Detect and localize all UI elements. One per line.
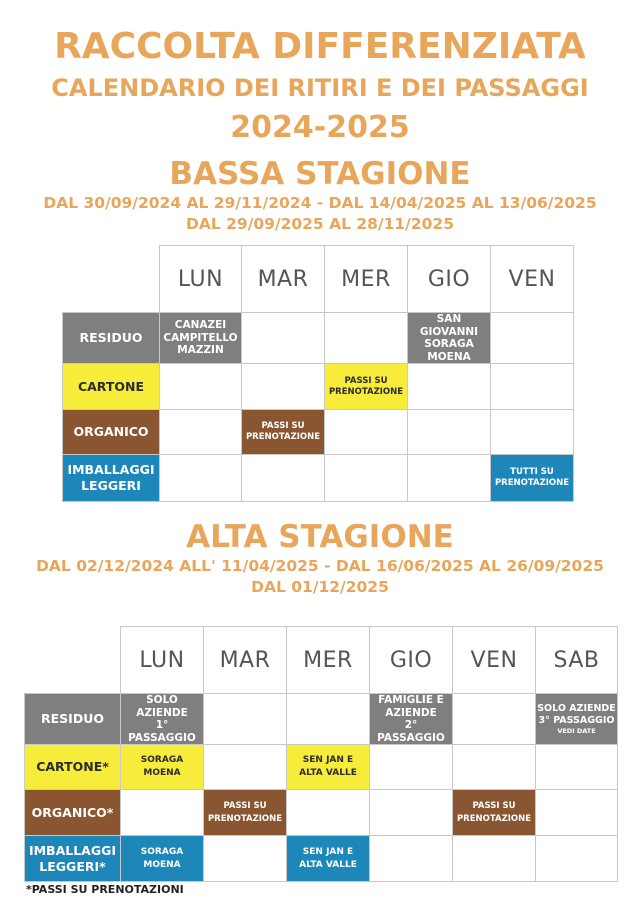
schedule-cell <box>287 790 370 836</box>
schedule-cell <box>325 313 408 364</box>
schedule-cell <box>242 455 325 502</box>
schedule-cell <box>491 410 574 455</box>
day-header: MAR <box>242 246 325 313</box>
schedule-cell <box>370 790 453 836</box>
day-header: LUN <box>121 627 204 694</box>
bassa-dates-line2: DAL 29/09/2025 AL 28/11/2025 <box>185 215 454 233</box>
row-label-organico: ORGANICO* <box>25 790 121 836</box>
schedule-cell <box>408 364 491 410</box>
schedule-cell: SORAGA MOENA <box>121 836 204 882</box>
schedule-cell: PASSI SU PRENOTAZIONE <box>242 410 325 455</box>
day-header: GIO <box>370 627 453 694</box>
subtitle: CALENDARIO DEI RITIRI E DEI PASSAGGI <box>51 74 589 102</box>
row-label-cartone: CARTONE <box>63 364 160 410</box>
row-label-cartone: CARTONE* <box>25 745 121 790</box>
schedule-cell: SOLO AZIENDE 1° PASSAGGIO <box>121 694 204 745</box>
schedule-cell <box>160 364 242 410</box>
schedule-cell <box>408 455 491 502</box>
bassa-dates-line1: DAL 30/09/2024 AL 29/11/2024 - DAL 14/04/2025 AL 13/06/2025 <box>43 194 597 212</box>
organico-row <box>25 790 618 836</box>
corner-cell <box>25 627 121 694</box>
row-label-residuo: RESIDUO <box>63 313 160 364</box>
day-header: VEN <box>491 246 574 313</box>
schedule-cell: PASSI SU PRENOTAZIONE <box>325 364 408 410</box>
bassa-calendar-table <box>62 245 574 502</box>
schedule-cell <box>242 364 325 410</box>
schedule-cell <box>491 313 574 364</box>
schedule-cell <box>121 790 204 836</box>
schedule-cell: TUTTI SU PRENOTAZIONE <box>491 455 574 502</box>
schedule-cell <box>242 313 325 364</box>
schedule-cell: PASSI SU PRENOTAZIONE <box>453 790 536 836</box>
sab-residuo-note: VEDI DATE <box>557 727 596 735</box>
day-header: LUN <box>160 246 242 313</box>
schedule-cell: SAN GIOVANNI SORAGA MOENA <box>408 313 491 364</box>
day-header-row <box>63 246 574 313</box>
day-header: GIO <box>408 246 491 313</box>
footnote: *PASSI SU PRENOTAZIONI <box>26 883 184 896</box>
schedule-cell <box>536 836 618 882</box>
row-label-residuo: RESIDUO <box>25 694 121 745</box>
schedule-cell: SORAGA MOENA <box>121 745 204 790</box>
day-header: MER <box>287 627 370 694</box>
schedule-cell: CANAZEI CAMPITELLO MAZZIN <box>160 313 242 364</box>
schedule-cell <box>491 364 574 410</box>
schedule-cell <box>536 694 618 745</box>
schedule-cell <box>536 790 618 836</box>
imballaggi-row <box>25 836 618 882</box>
schedule-cell <box>453 836 536 882</box>
day-header-row <box>25 627 618 694</box>
corner-cell <box>63 246 160 313</box>
residuo-row <box>25 694 618 745</box>
schedule-cell <box>204 745 287 790</box>
schedule-cell <box>370 745 453 790</box>
bassa-stagione-title: BASSA STAGIONE <box>169 156 471 192</box>
schedule-cell <box>160 410 242 455</box>
row-label-imballaggi: IMBALLAGGI LEGGERI* <box>25 836 121 882</box>
schedule-cell <box>287 694 370 745</box>
alta-dates-line2: DAL 01/12/2025 <box>251 578 389 596</box>
residuo-row <box>63 313 574 364</box>
schedule-cell <box>160 455 242 502</box>
schedule-cell <box>204 836 287 882</box>
day-header: VEN <box>453 627 536 694</box>
row-label-organico: ORGANICO <box>63 410 160 455</box>
organico-row <box>63 410 574 455</box>
schedule-cell <box>204 694 287 745</box>
cartone-row <box>63 364 574 410</box>
alta-dates-line1: DAL 02/12/2024 ALL' 11/04/2025 - DAL 16/06/2025 AL 26/09/2025 <box>36 557 604 575</box>
row-label-imballaggi: IMBALLAGGI LEGGERI <box>63 455 160 502</box>
schedule-cell <box>325 455 408 502</box>
schedule-cell <box>536 745 618 790</box>
schedule-cell: FAMIGLIE E AZIENDE 2° PASSAGGIO <box>370 694 453 745</box>
main-title: RACCOLTA DIFFERENZIATA <box>54 26 586 67</box>
schedule-cell: SEN JAN E ALTA VALLE <box>287 745 370 790</box>
year-range: 2024-2025 <box>230 110 410 145</box>
schedule-cell <box>325 410 408 455</box>
schedule-cell <box>453 745 536 790</box>
cartone-row <box>25 745 618 790</box>
schedule-cell <box>453 694 536 745</box>
alta-stagione-title: ALTA STAGIONE <box>186 519 454 555</box>
day-header: SAB <box>536 627 618 694</box>
day-header: MAR <box>204 627 287 694</box>
schedule-cell: SEN JAN E ALTA VALLE <box>287 836 370 882</box>
schedule-cell: PASSI SU PRENOTAZIONE <box>204 790 287 836</box>
schedule-cell <box>370 836 453 882</box>
alta-calendar-table <box>24 626 618 882</box>
sab-residuo-text: SOLO AZIENDE 3° PASSAGGIO <box>537 703 616 726</box>
schedule-cell <box>408 410 491 455</box>
imballaggi-row <box>63 455 574 502</box>
day-header: MER <box>325 246 408 313</box>
